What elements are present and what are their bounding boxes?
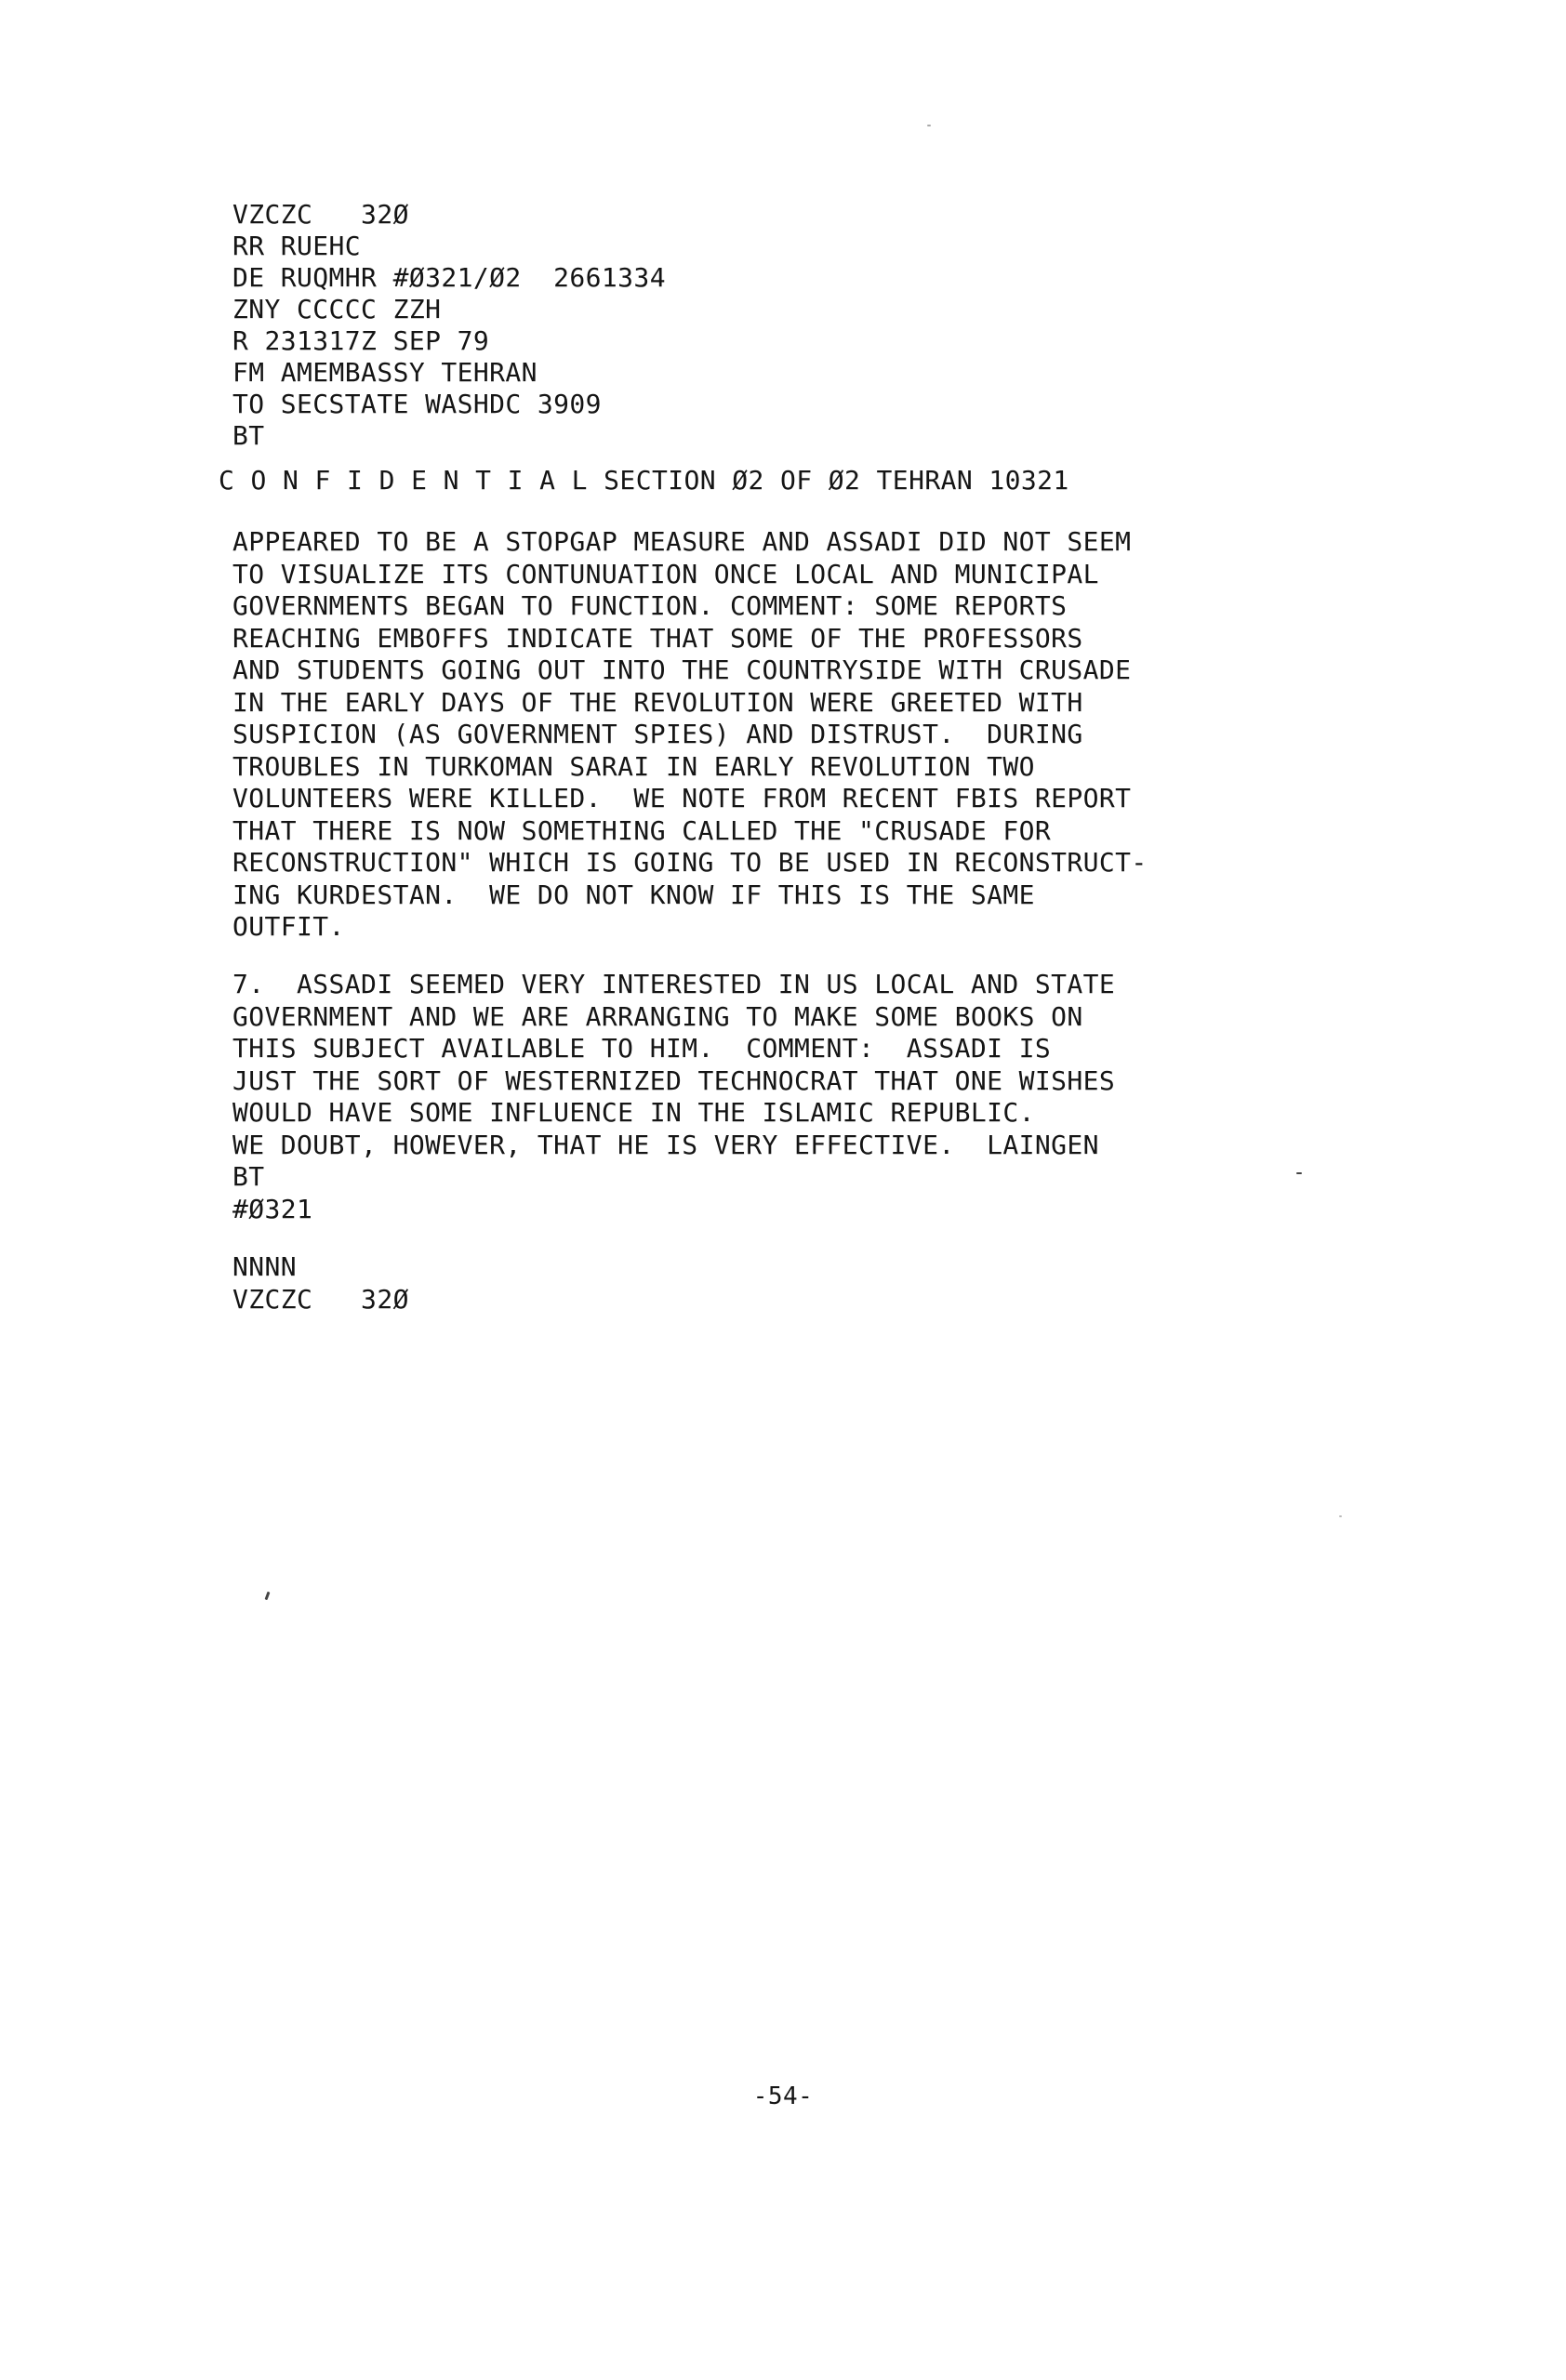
body-line: TO VISUALIZE ITS CONTUNUATION ONCE LOCAL AND MUNICIPAL (232, 558, 1099, 589)
body-line: GOVERNMENTS BEGAN TO FUNCTION. COMMENT: SOME REPORTS (232, 590, 1068, 621)
classification-line: C O N F I D E N T I A L SECTION Ø2 OF Ø2 TEHRAN 10321 (219, 465, 1069, 496)
trailer-line: NNNN (232, 1251, 298, 1282)
page-number: -54- (752, 2082, 814, 2110)
cable-header (232, 199, 1348, 452)
body-line: ING KURDESTAN. WE DO NOT KNOW IF THIS IS THE SAME (232, 879, 1035, 910)
body-line: AND STUDENTS GOING OUT INTO THE COUNTRYSIDE WITH CRUSADE (232, 654, 1132, 685)
paragraph-continuation (232, 526, 1348, 944)
body-line: 7. ASSADI SEEMED VERY INTERESTED IN US LOCAL AND STATE (232, 969, 1116, 999)
body-line: THAT THERE IS NOW SOMETHING CALLED THE "CRUSADE FOR (232, 814, 1052, 846)
body-line: IN THE EARLY DAYS OF THE REVOLUTION WERE GREETED WITH (232, 686, 1083, 718)
body-line: SUSPICION (AS GOVERNMENT SPIES) AND DISTRUST. DURING (232, 719, 1083, 749)
body-line: WOULD HAVE SOME INFLUENCE IN THE ISLAMIC REPUBLIC. (232, 1097, 1035, 1128)
header-line: TO SECSTATE WASHDC 3909 (232, 389, 602, 419)
body-line: WE DOUBT, HOWEVER, THAT HE IS VERY EFFECTIVE. LAINGEN (232, 1129, 1099, 1160)
body-line: OUTFIT. (232, 911, 345, 942)
scan-speck (265, 1592, 271, 1600)
header-line: RR RUEHC (232, 231, 362, 261)
body-line: THIS SUBJECT AVAILABLE TO HIM. COMMENT: ASSADI IS (232, 1033, 1052, 1064)
cable-trailer (232, 1251, 790, 1316)
body-line: VOLUNTEERS WERE KILLED. WE NOTE FROM RECENT FBIS REPORT (232, 783, 1132, 813)
body-line: GOVERNMENT AND WE ARE ARRANGING TO MAKE SOME BOOKS ON (232, 1000, 1083, 1032)
header-line: ZNY CCCCC ZZH (232, 294, 442, 324)
body-line: RECONSTRUCTION" WHICH IS GOING TO BE USED IN RECONSTRUCT- (232, 847, 1148, 878)
scan-speck (1339, 1515, 1342, 1517)
body-line: BT (232, 1161, 265, 1192)
header-line: VZCZC 32Ø (232, 199, 409, 230)
body-line: REACHING EMBOFFS INDICATE THAT SOME OF THE PROFESSORS (232, 622, 1083, 654)
paragraph-7 (232, 969, 1348, 1225)
body-line: APPEARED TO BE A STOPGAP MEASURE AND ASSADI DID NOT SEEM (232, 526, 1132, 557)
header-line: R 231317Z SEP 79 (232, 325, 490, 356)
body-line: JUST THE SORT OF WESTERNIZED TECHNOCRAT THAT ONE WISHES (232, 1064, 1116, 1096)
header-line: BT (232, 420, 265, 451)
scan-speck (927, 125, 931, 126)
trailer-line: VZCZC 32Ø (232, 1283, 409, 1315)
body-line: TROUBLES IN TURKOMAN SARAI IN EARLY REVOLUTION TWO (232, 750, 1035, 782)
scan-speck (1296, 1172, 1302, 1174)
header-line: FM AMEMBASSY TEHRAN (232, 357, 537, 388)
body-line: #Ø321 (232, 1193, 313, 1224)
header-line: DE RUQMHR #Ø321/Ø2 2661334 (232, 262, 666, 293)
